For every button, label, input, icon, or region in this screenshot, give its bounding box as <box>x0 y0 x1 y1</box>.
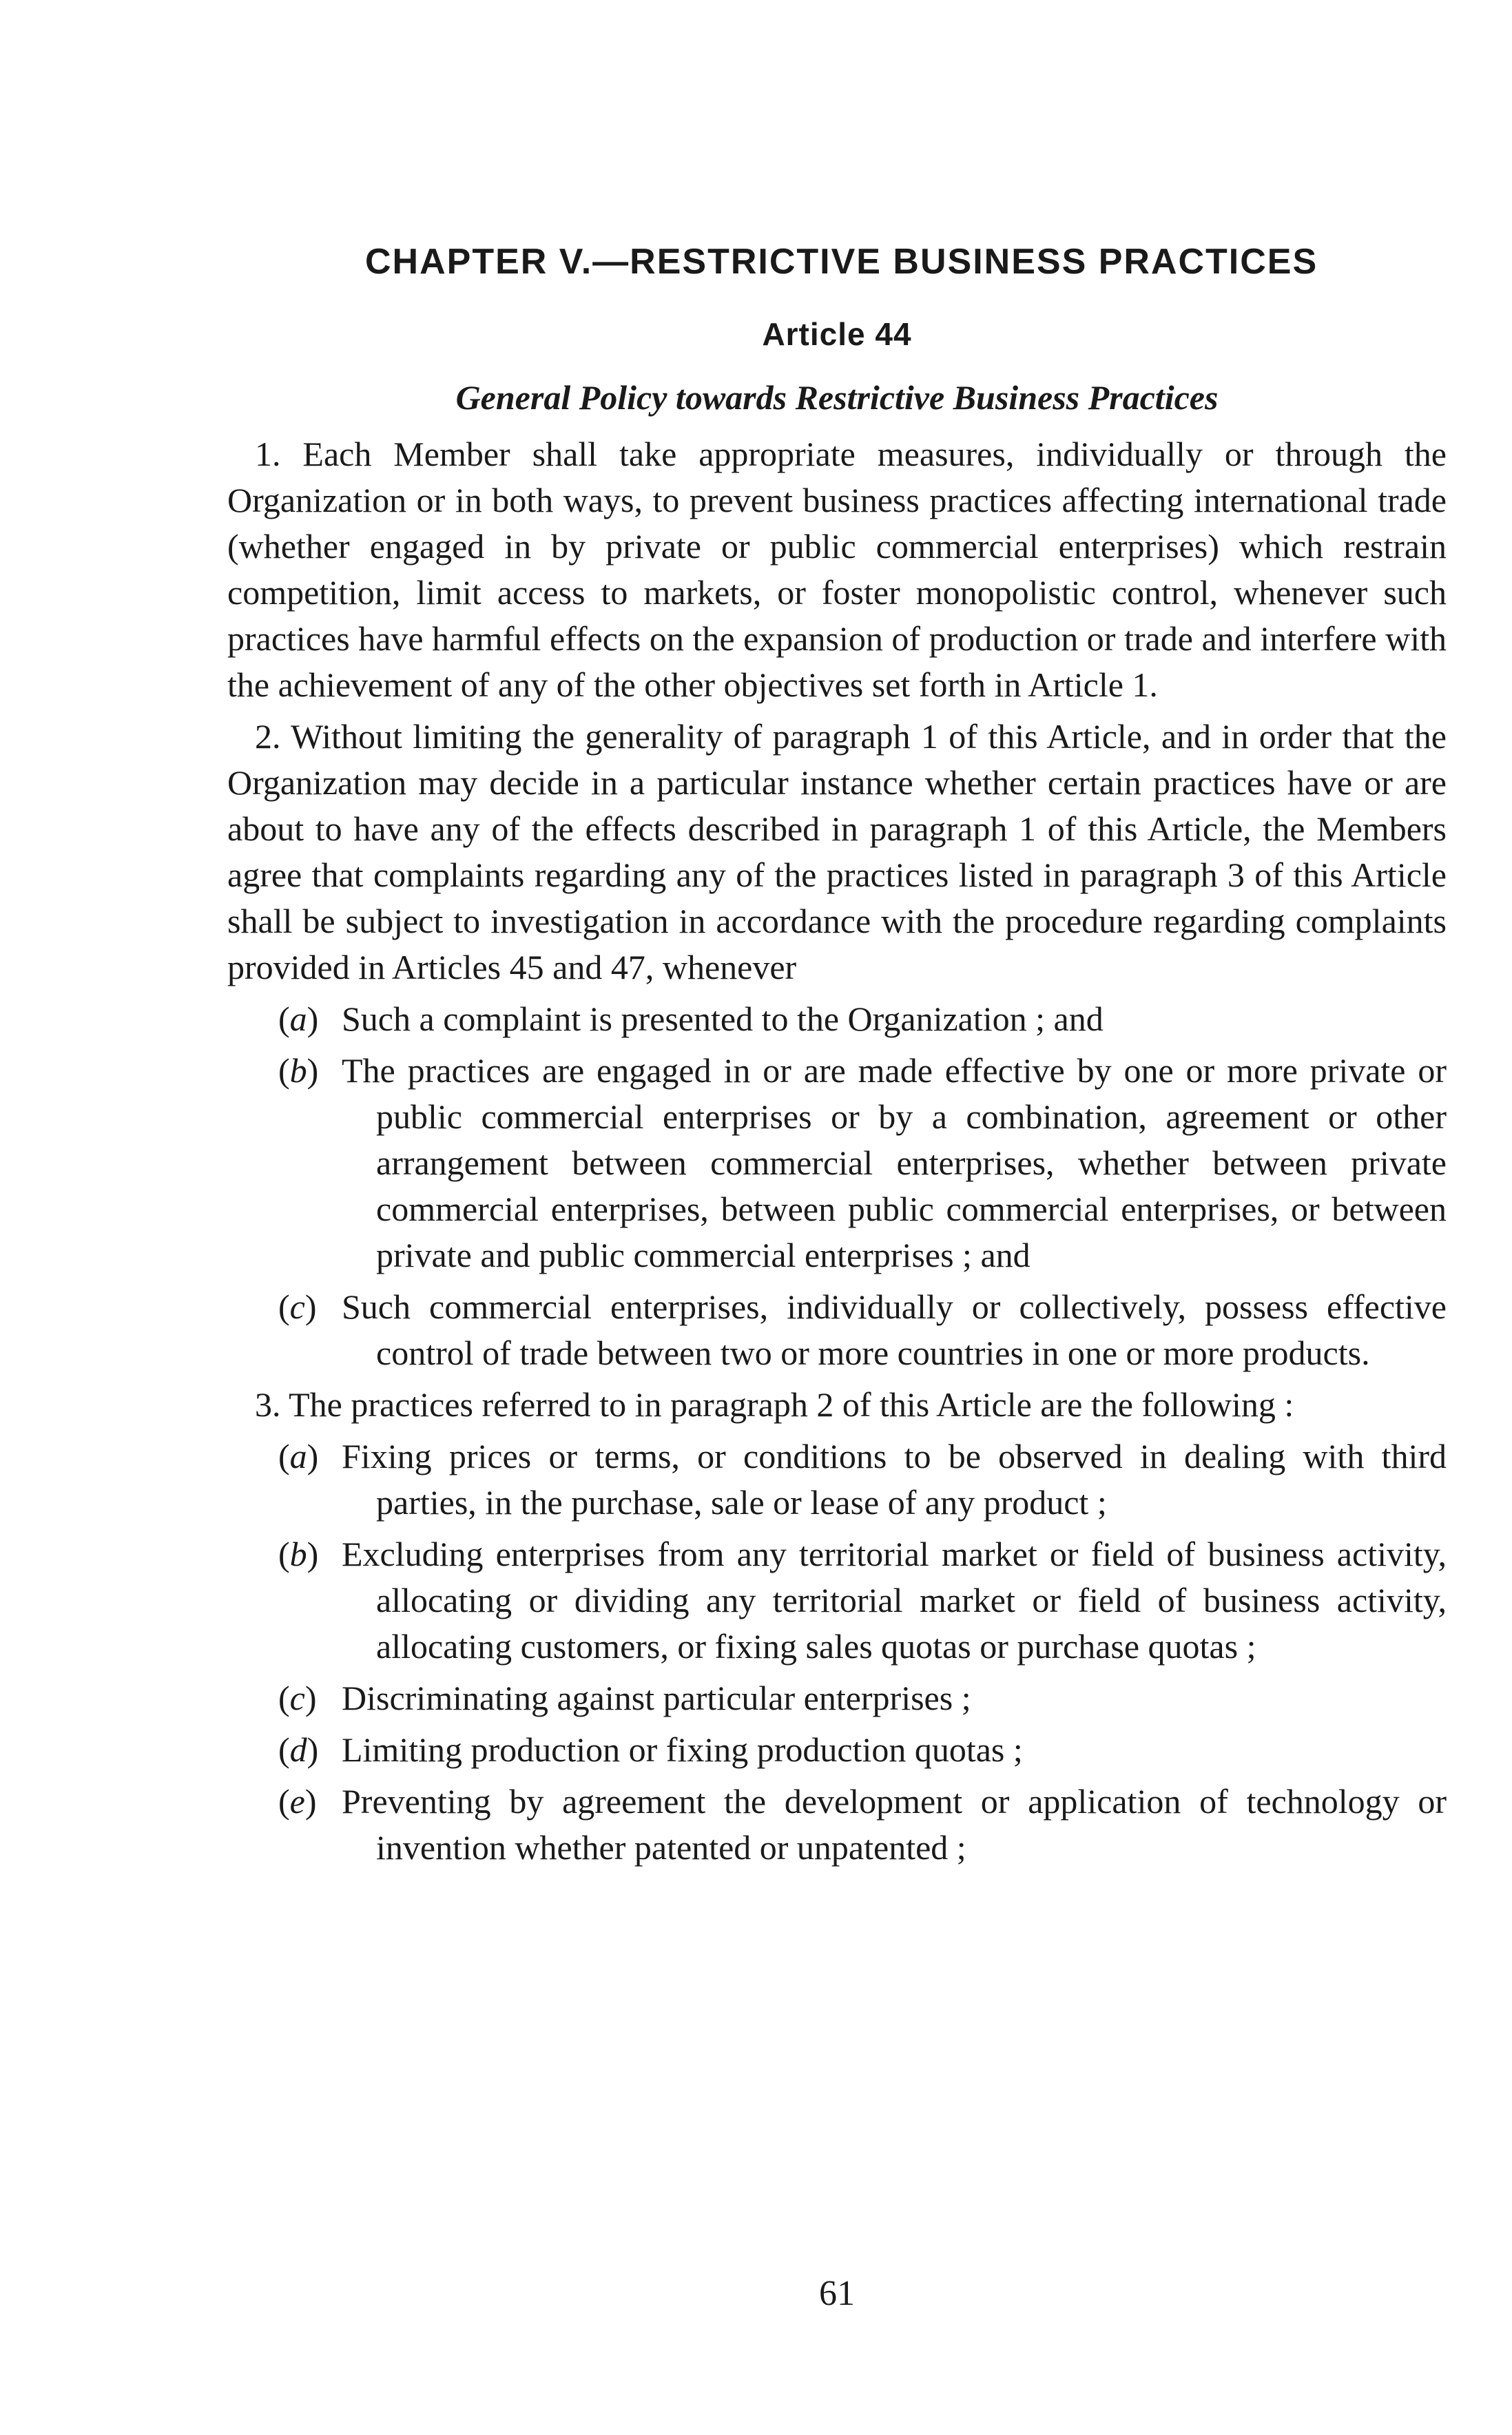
list-item-text: Fixing prices or terms, or conditions to be observed in dealing with third parties, in the purchase, sale or lease of any product ; <box>342 1437 1447 1522</box>
list-item-text: The practices are engaged in or are made effective by one or more private or public commercial enterprises or by a combination, agreement or other arrangement between commercial enterprises, whether between private commercial enterprises, between public commercial enterprises, or between private and public commercial enterprises ; and <box>342 1051 1447 1274</box>
list-item-label: a <box>289 999 307 1038</box>
list-item: (c) Such commercial enterprises, individually or collectively, possess effective control of trade between two or more countries in one or more products. <box>278 1287 1447 1372</box>
list-item-label: d <box>289 1730 307 1769</box>
list-item-label: b <box>289 1051 307 1090</box>
list-item: (e) Preventing by agreement the development or application of technology or invention whether patented or unpatented ; <box>278 1782 1447 1867</box>
list-item-text: Preventing by agreement the development or application of technology or invention whether patented or unpatented ; <box>342 1782 1447 1867</box>
list-item-text: Such a complaint is presented to the Organization ; and <box>342 999 1104 1038</box>
paragraph-3: 3. The practices referred to in paragraph 2 of this Article are the following : <box>255 1385 1294 1424</box>
list-item: (a) Such a complaint is presented to the Organization ; and <box>278 999 1104 1038</box>
page-number: 61 <box>819 2274 855 2313</box>
list-item: (c) Discriminating against particular enterprises ; <box>278 1679 971 1717</box>
document-page <box>227 227 1447 2397</box>
article-subtitle: General Policy towards Restrictive Business Practices <box>455 378 1219 417</box>
paragraph-2: 2. Without limiting the generality of paragraph 1 of this Article, and in order that the Organization may decide in a particular instance whether certain practices have or are about to have any of the effects described in paragraph 1 of this Article, the Members agree that complaints regarding any of the practices listed in paragraph 3 of this Article shall be subject to investigation in accordance with the procedure regarding complaints provided in Articles 45 and 47, whenever <box>227 717 1447 986</box>
list-item-text: Discriminating against particular enterprises ; <box>342 1679 971 1717</box>
list-item-label: b <box>289 1535 307 1573</box>
paragraph-2-list <box>227 996 1447 1376</box>
list-item: (d) Limiting production or fixing production quotas ; <box>278 1730 1023 1769</box>
list-item-label: a <box>289 1437 307 1475</box>
list-item-label: c <box>289 1287 305 1326</box>
list-item-text: Such commercial enterprises, individually or collectively, possess effective control of trade between two or more countries in one or more products. <box>342 1287 1447 1372</box>
article-body <box>227 431 1447 1876</box>
chapter-title: CHAPTER V.—RESTRICTIVE BUSINESS PRACTICES <box>365 242 1318 282</box>
list-item: (b) Excluding enterprises from any territorial market or field of business activity, allocating or dividing any territorial market or field of business activity, allocating customers, or fixing sales quotas or purchase quotas ; <box>278 1535 1447 1666</box>
paragraph-3-list <box>227 1433 1447 1871</box>
list-item-text: Limiting production or fixing production quotas ; <box>342 1730 1023 1769</box>
list-item-label: e <box>289 1782 305 1821</box>
list-item-label: c <box>289 1679 305 1717</box>
article-heading: Article 44 <box>762 316 912 352</box>
paragraph-1: 1. Each Member shall take appropriate measures, individually or through the Organization or in both ways, to prevent business practices affecting international trade (whether engaged in by private or public commercial enterprises) which restrain competition, limit access to markets, or foster monopolistic control, whenever such practices have harmful effects on the expansion of production or trade and interfere with the achievement of any of the other objectives set forth in Article 1. <box>227 435 1447 704</box>
list-item: (a) Fixing prices or terms, or conditions to be observed in dealing with third parties, in the purchase, sale or lease of any product ; <box>278 1437 1447 1522</box>
list-item: (b) The practices are engaged in or are made effective by one or more private or public commercial enterprises or by a combination, agreement or other arrangement between commercial enterprises, whether between private commercial enterprises, between public commercial enterprises, or between private and public commercial enterprises ; and <box>278 1051 1447 1274</box>
list-item-text: Excluding enterprises from any territorial market or field of business activity, allocating or dividing any territorial market or field of business activity, allocating customers, or fixing sales quotas or purchase quotas ; <box>342 1535 1447 1666</box>
